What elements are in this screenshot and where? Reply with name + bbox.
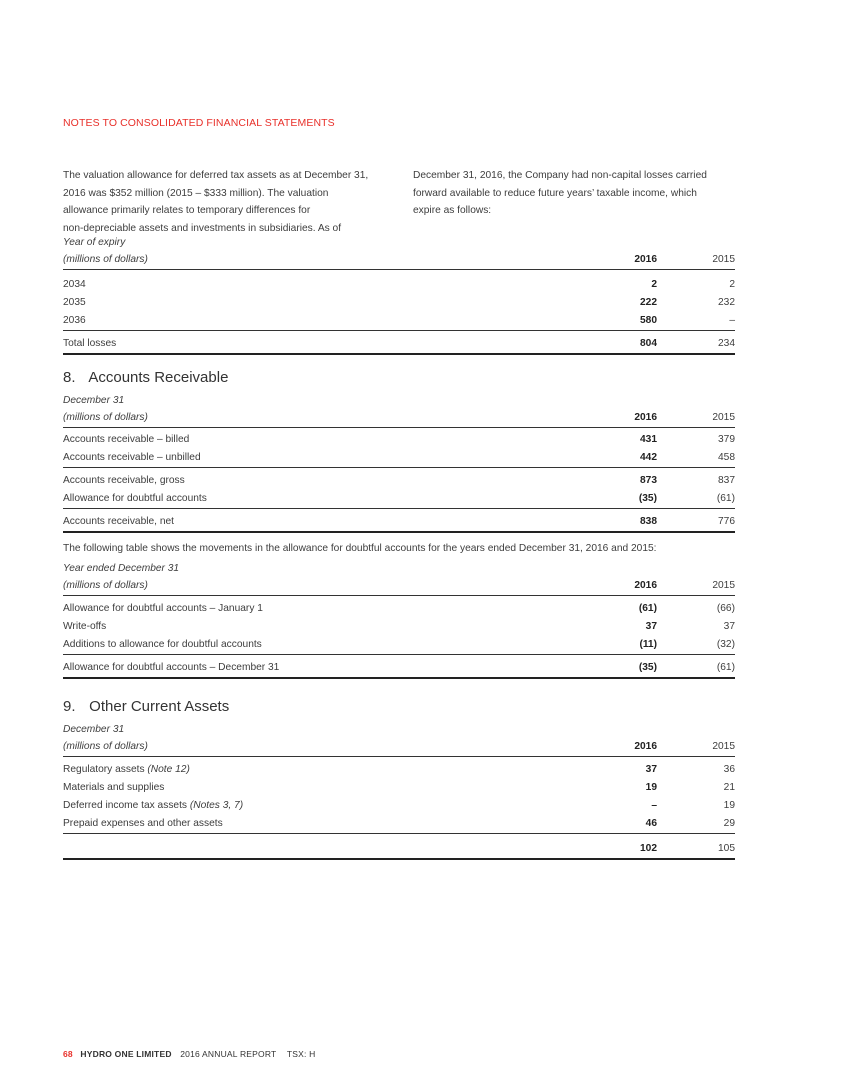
company-name: HYDRO ONE LIMITED — [80, 1049, 172, 1059]
col-2015-header: 2015 — [712, 412, 735, 423]
table-caption: Year ended December 31 — [63, 563, 180, 574]
table-row — [63, 276, 735, 294]
value-2015: (61) — [716, 493, 735, 504]
table-row — [63, 472, 735, 490]
value-2016: 46 — [645, 818, 657, 829]
row-label-text: Regulatory assets — [63, 764, 145, 775]
row-label: Allowance for doubtful accounts – January 1 — [63, 603, 263, 614]
row-label: Accounts receivable – unbilled — [63, 452, 201, 463]
section-number: 9. — [63, 698, 76, 715]
table-row — [63, 449, 735, 468]
note-reference: (Notes 3, 7) — [189, 800, 244, 811]
section-number: 8. — [63, 369, 76, 386]
value-2016: 2 — [651, 279, 657, 290]
movement-description: The following table shows the movements in the allowance for doubtful accounts for the years ended December 31, 2016 and 2015: — [63, 543, 657, 554]
col-2016-header: 2016 — [634, 580, 657, 591]
value-2015: (66) — [716, 603, 735, 614]
intro-left-paragraph — [63, 167, 383, 237]
value-2016: 222 — [640, 297, 657, 308]
section-title-text: Other Current Assets — [89, 698, 230, 715]
value-2015: 379 — [718, 434, 735, 445]
col-2015-header: 2015 — [712, 254, 735, 265]
table-header-row — [63, 738, 735, 757]
ticker: TSX: H — [286, 1049, 316, 1059]
value-2016: 431 — [640, 434, 657, 445]
value-2016: 37 — [645, 764, 657, 775]
unit-label: (millions of dollars) — [63, 412, 148, 423]
unit-label: (millions of dollars) — [63, 254, 148, 265]
unit-label: (millions of dollars) — [63, 580, 148, 591]
value-2015: 19 — [723, 800, 735, 811]
value-2015: 21 — [723, 782, 735, 793]
total-2015: (61) — [716, 662, 735, 673]
intro-line: The valuation allowance for deferred tax assets as at December 31, — [63, 170, 369, 181]
row-label: 2034 — [63, 279, 86, 290]
value-2015: 36 — [723, 764, 735, 775]
allowance-movement-table — [63, 561, 735, 679]
col-2015-header: 2015 — [712, 580, 735, 591]
note-reference: (Note 12) — [147, 764, 190, 775]
table-row — [63, 815, 735, 834]
row-label — [63, 761, 190, 779]
row-label: Accounts receivable – billed — [63, 434, 190, 445]
col-2015-header: 2015 — [712, 741, 735, 752]
report-name: 2016 ANNUAL REPORT — [180, 1049, 277, 1059]
value-2016: 19 — [645, 782, 657, 793]
table-row — [63, 431, 735, 449]
table-header-row — [63, 577, 735, 596]
value-2015: (32) — [716, 639, 735, 650]
total-2015: 105 — [718, 843, 735, 854]
section-9-title — [63, 698, 229, 715]
table-caption: Year of expiry — [63, 237, 126, 248]
losses-table — [63, 235, 735, 355]
intro-line: expire as follows: — [413, 205, 492, 216]
total-label: Accounts receivable, net — [63, 516, 174, 527]
table-row — [63, 312, 735, 331]
row-label: Write-offs — [63, 621, 107, 632]
table-caption: December 31 — [63, 724, 125, 735]
col-2016-header: 2016 — [634, 254, 657, 265]
page-number: 68 — [63, 1049, 73, 1059]
table-total-row — [63, 513, 735, 533]
row-label: Prepaid expenses and other assets — [63, 818, 223, 829]
table-row — [63, 636, 735, 655]
row-label: 2035 — [63, 297, 86, 308]
intro-line: December 31, 2016, the Company had non-capital losses carried — [413, 170, 707, 181]
table-row — [63, 761, 735, 779]
table-total-row — [63, 840, 735, 860]
table-total-row — [63, 659, 735, 679]
intro-line: 2016 was $352 million (2015 – $333 million). The valuation — [63, 187, 329, 199]
intro-right-paragraph — [413, 167, 743, 220]
intro-line: forward available to reduce future years’ taxable income, which — [413, 187, 697, 199]
total-2016: 838 — [640, 516, 657, 527]
section-header: NOTES TO CONSOLIDATED FINANCIAL STATEMENTS — [63, 117, 335, 129]
value-2016: 37 — [645, 621, 657, 632]
table-total-row — [63, 335, 735, 355]
section-title-text: Accounts Receivable — [88, 369, 229, 386]
value-2015: 37 — [723, 621, 735, 632]
value-2016: (61) — [638, 603, 657, 614]
row-label: Additions to allowance for doubtful accounts — [63, 639, 262, 650]
total-label: Allowance for doubtful accounts – December 31 — [63, 662, 280, 673]
table-row — [63, 618, 735, 636]
total-2015: 776 — [718, 516, 735, 527]
total-2016: 804 — [640, 338, 657, 349]
section-8-title — [63, 369, 228, 386]
total-2016: 102 — [640, 843, 657, 854]
value-2016: 580 — [640, 315, 657, 326]
page-footer — [63, 1049, 315, 1059]
table-header-row — [63, 409, 735, 428]
value-2016: (11) — [639, 639, 657, 650]
intro-line: non-depreciable assets and investments in subsidiaries. As of — [63, 222, 342, 234]
table-row — [63, 490, 735, 509]
row-label: Materials and supplies — [63, 782, 165, 793]
col-2016-header: 2016 — [634, 741, 657, 752]
row-label: Allowance for doubtful accounts — [63, 493, 207, 504]
table-row — [63, 797, 735, 815]
row-label: 2036 — [63, 315, 86, 326]
value-2015: 232 — [718, 297, 735, 308]
value-2015: 458 — [718, 452, 735, 463]
value-2016: 873 — [640, 475, 657, 486]
intro-line: allowance primarily relates to temporary differences for — [63, 205, 311, 216]
row-label — [63, 797, 243, 815]
value-2015: – — [729, 315, 735, 326]
table-row — [63, 779, 735, 797]
total-2015: 234 — [718, 338, 735, 349]
value-2016: (35) — [638, 493, 657, 504]
col-2016-header: 2016 — [634, 412, 657, 423]
value-2015: 837 — [718, 475, 735, 486]
total-label: Total losses — [63, 338, 117, 349]
row-label: Accounts receivable, gross — [63, 475, 185, 486]
table-row — [63, 294, 735, 312]
other-current-assets-table — [63, 722, 735, 860]
row-label-text: Deferred income tax assets — [63, 800, 188, 811]
value-2016: 442 — [640, 452, 657, 463]
table-caption: December 31 — [63, 395, 125, 406]
value-2015: 29 — [723, 818, 735, 829]
unit-label: (millions of dollars) — [63, 741, 148, 752]
total-2016: (35) — [638, 662, 657, 673]
value-2015: 2 — [729, 279, 735, 290]
table-header-row — [63, 251, 735, 270]
table-row — [63, 600, 735, 618]
accounts-receivable-table — [63, 393, 735, 533]
value-2016: – — [651, 800, 657, 811]
